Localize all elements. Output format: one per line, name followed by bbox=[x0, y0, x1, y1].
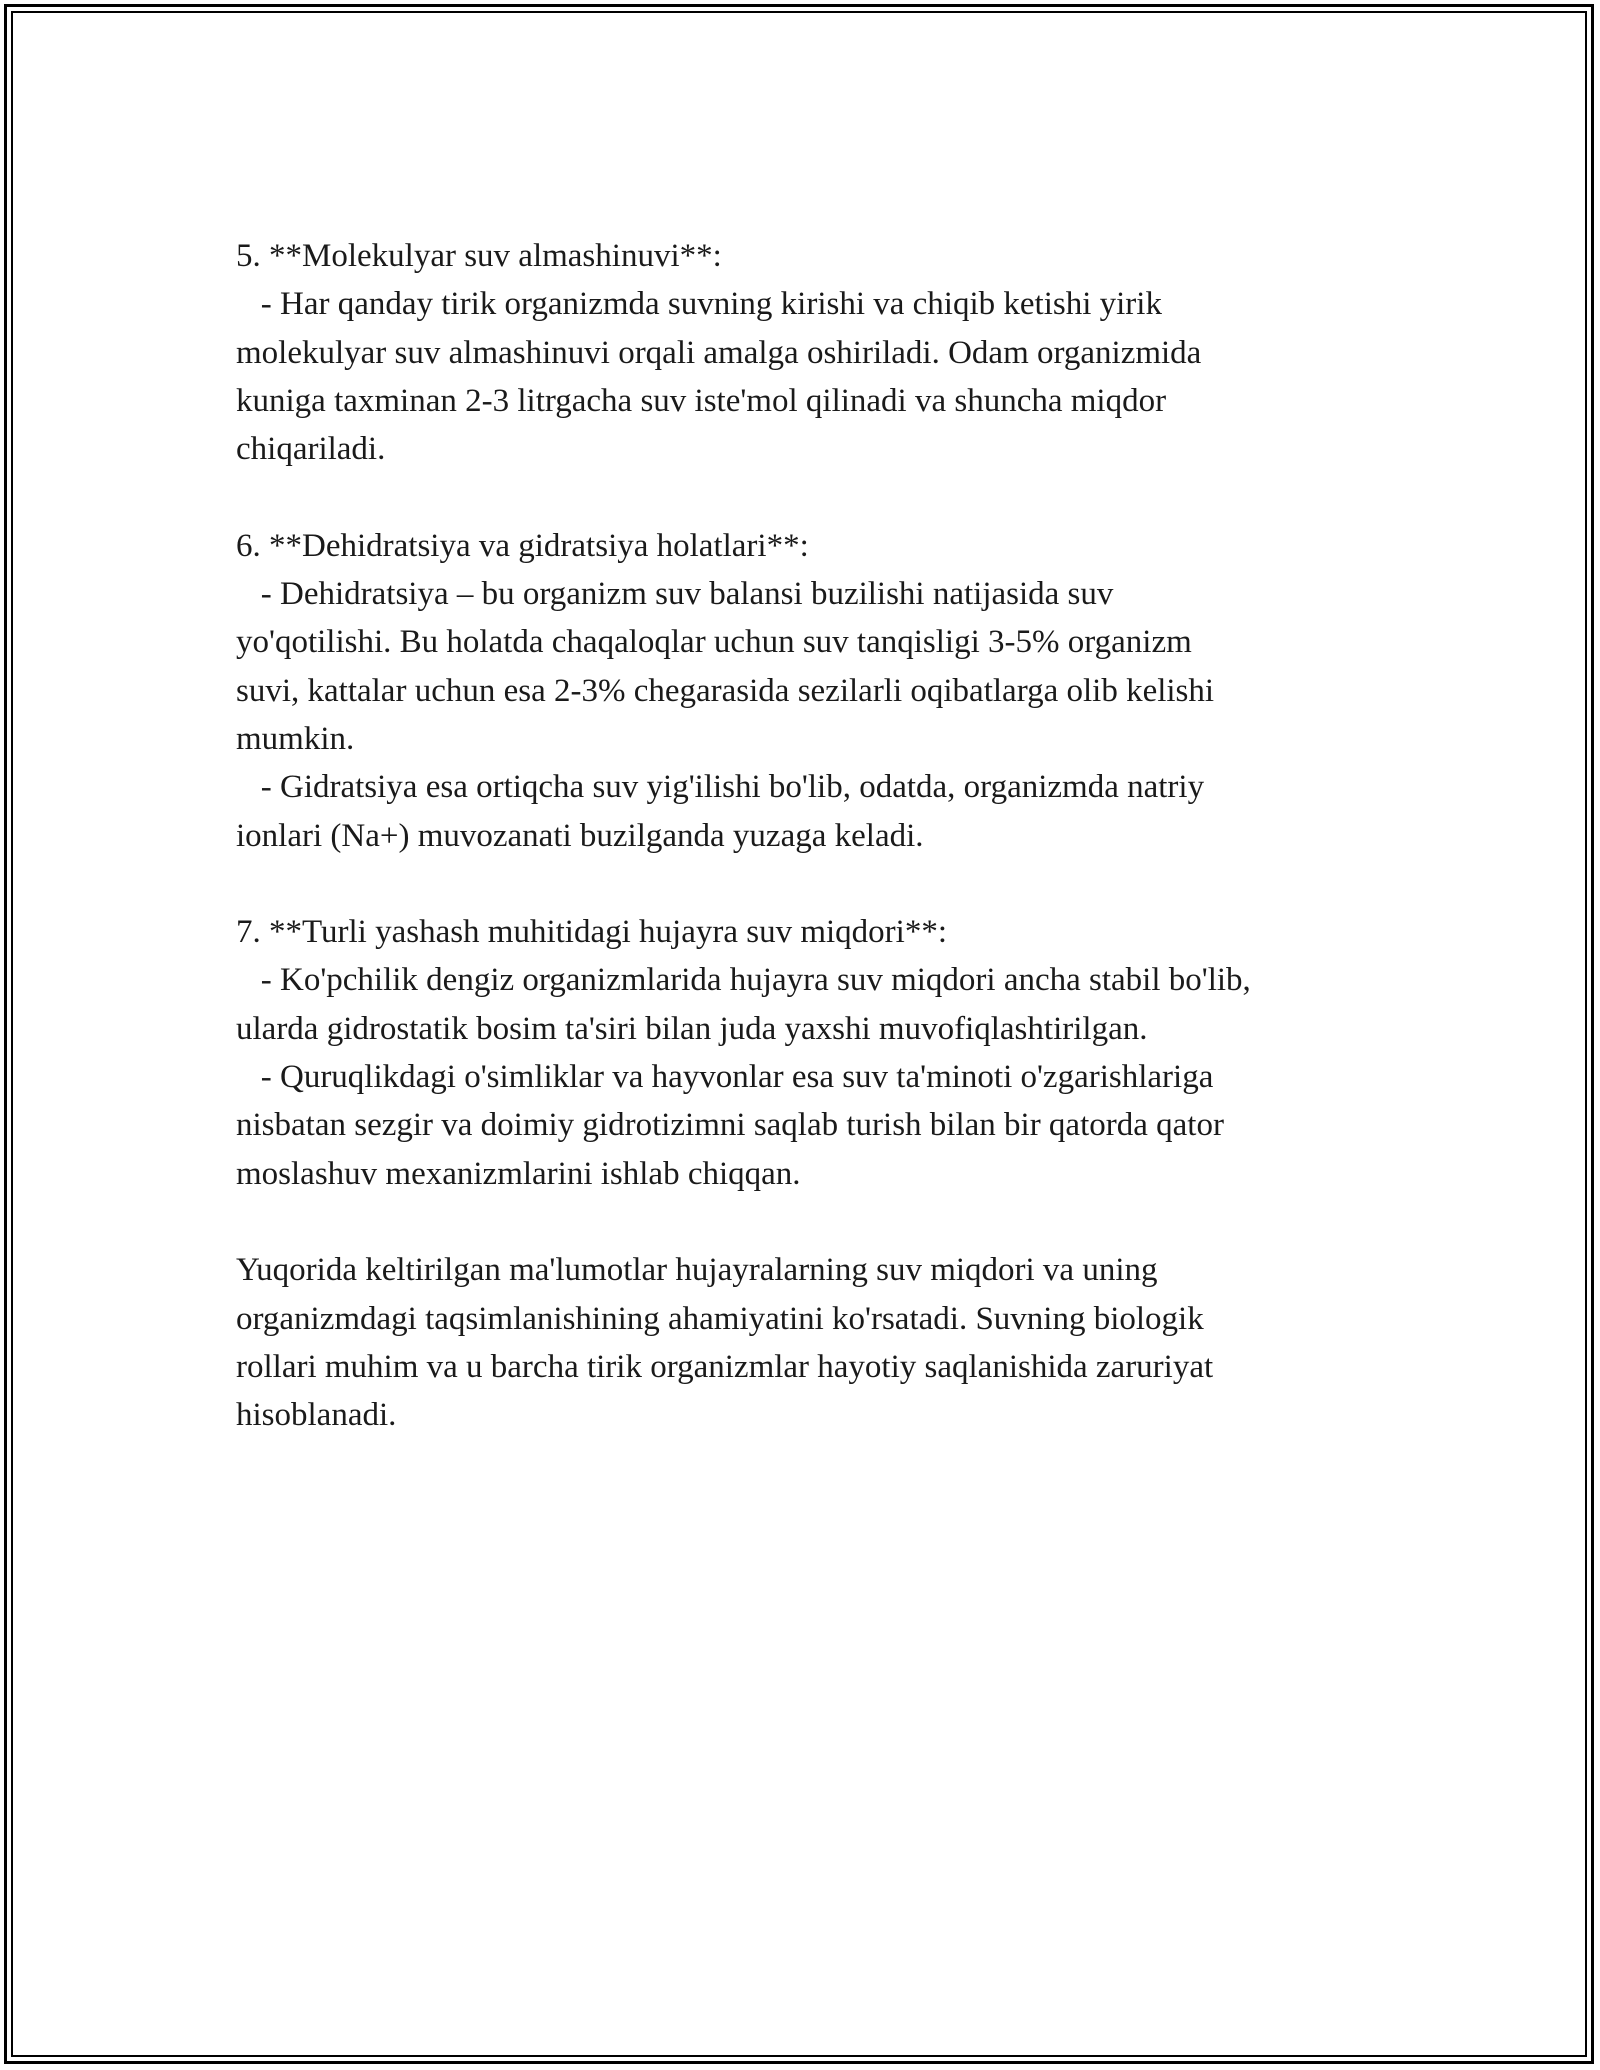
section-7 bbox=[236, 908, 1376, 1198]
spacer bbox=[236, 473, 1376, 521]
paragraph-line: moslashuv mexanizmlarini ishlab chiqqan. bbox=[236, 1155, 801, 1192]
paragraph-line: - Gidratsiya esa ortiqcha suv yig'ilishi bo'lib, odatda, organizmda natriy bbox=[236, 769, 1205, 806]
paragraph-line: molekulyar suv almashinuvi orqali amalga oshiriladi. Odam organizmida bbox=[236, 334, 1202, 371]
paragraph-line: suvi, kattalar uchun esa 2-3% chegarasida sezilarli oqibatlarga olib kelishi bbox=[236, 672, 1215, 709]
paragraph-line: organizmdagi taqsimlanishining ahamiyatini ko'rsatadi. Suvning biologik bbox=[236, 1300, 1204, 1337]
paragraph-line: ularda gidrostatik bosim ta'siri bilan juda yaxshi muvofiqlashtirilgan. bbox=[236, 1010, 1148, 1047]
paragraph-line: ionlari (Na+) muvozanati buzilganda yuzaga keladi. bbox=[236, 817, 924, 854]
paragraph-line: - Har qanday tirik organizmda suvning kirishi va chiqib ketishi yirik bbox=[236, 286, 1162, 323]
paragraph-line: rollari muhim va u barcha tirik organizmlar hayotiy saqlanishida zaruriyat bbox=[236, 1348, 1214, 1385]
paragraph-line: nisbatan sezgir va doimiy gidrotizimni saqlab turish bilan bir qatorda qator bbox=[236, 1107, 1224, 1144]
section-heading: 5. **Molekulyar suv almashinuvi**: bbox=[236, 238, 722, 274]
conclusion-paragraph bbox=[236, 1246, 1376, 1439]
document-body bbox=[236, 232, 1376, 1439]
paragraph-line: chiqariladi. bbox=[236, 431, 386, 468]
paragraph-line: - Quruqlikdagi o'simliklar va hayvonlar esa suv ta'minoti o'zgarishlariga bbox=[236, 1059, 1214, 1096]
section-6 bbox=[236, 522, 1376, 860]
paragraph-line: kuniga taxminan 2-3 litrgacha suv iste'mol qilinadi va shuncha miqdor bbox=[236, 382, 1167, 419]
paragraph-line: - Ko'pchilik dengiz organizmlarida hujayra suv miqdori ancha stabil bo'lib, bbox=[236, 962, 1251, 999]
section-5 bbox=[236, 232, 1376, 473]
paragraph-line: - Dehidratsiya – bu organizm suv balansi buzilishi natijasida suv bbox=[236, 576, 1114, 613]
spacer bbox=[236, 1198, 1376, 1246]
spacer bbox=[236, 860, 1376, 908]
paragraph-line: mumkin. bbox=[236, 720, 355, 757]
paragraph-line: yo'qotilishi. Bu holatda chaqaloqlar uchun suv tanqisligi 3-5% organizm bbox=[236, 624, 1192, 661]
paragraph-line: hisoblanadi. bbox=[236, 1397, 397, 1434]
paragraph-line: Yuqorida keltirilgan ma'lumotlar hujayralarning suv miqdori va uning bbox=[236, 1252, 1158, 1289]
section-heading: 7. **Turli yashash muhitidagi hujayra suv miqdori**: bbox=[236, 914, 947, 951]
section-heading: 6. **Dehidratsiya va gidratsiya holatlari**: bbox=[236, 527, 809, 564]
